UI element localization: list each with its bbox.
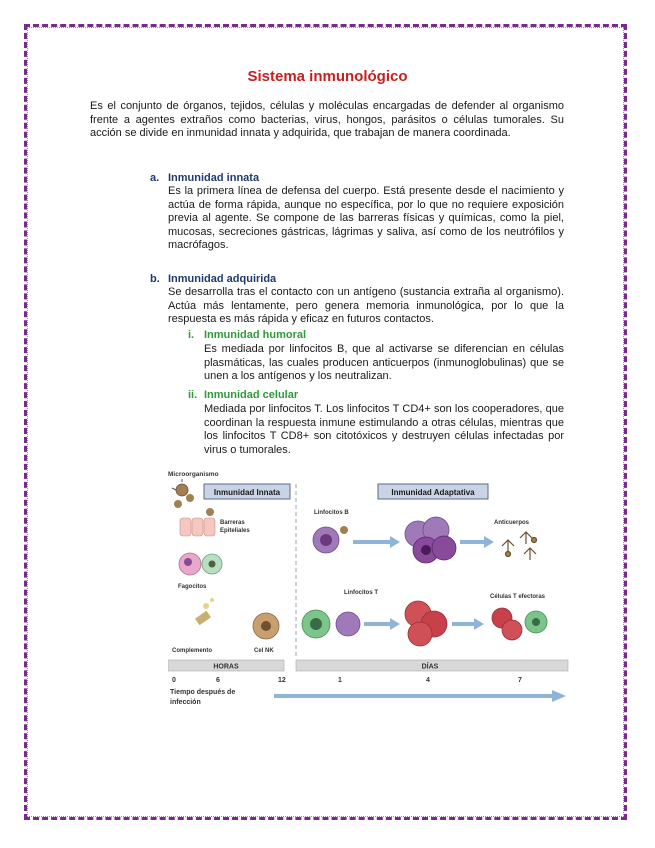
t-cell-icon	[302, 610, 360, 638]
tick-7: 7	[518, 677, 522, 684]
b-cells-label: Linfocitos B	[314, 510, 349, 516]
effector-arrow	[452, 618, 484, 630]
effector-t-cells-icon	[492, 608, 547, 640]
section-acquired-title	[150, 273, 276, 285]
hours-label: HORAS	[213, 663, 239, 671]
adaptive-header-label: Inmunidad Adaptativa	[391, 488, 475, 497]
section-innate-marker: a.	[150, 172, 160, 184]
time-label-2: infección	[170, 699, 201, 706]
microorganism-label: Microorganismo	[168, 471, 219, 478]
subsection-humoral-title	[188, 329, 306, 341]
section-innate-body: Es la primera línea de defensa del cuerpo. Está presente desde el nacimiento y actúa de forma rápida, aunque no específica, por lo que no requiere exposición previa al agente. Se compone de las barreras físicas y químicas, como la piel, mucosas, secreciones gástricas, lágrimas y saliva, así como de los neutrófilos y macrófagos.	[168, 185, 564, 252]
t-arrow	[364, 618, 400, 630]
subsection-cellular-title	[188, 389, 298, 401]
intro-paragraph: Es el conjunto de órganos, tejidos, células y moléculas encargadas de defender al organismo frente a agentes extraños como bacterias, virus, hongos, parásitos o células tumorales. Su acción se divide en inmunidad innata y adquirida, que trabajan de manera coordinada.	[90, 100, 564, 140]
nk-label: Cel NK	[254, 648, 274, 654]
activated-t-cells-icon	[405, 601, 447, 646]
section-acquired-marker: b.	[150, 273, 160, 285]
t-cells-label: Linfocitos T	[344, 590, 378, 596]
plasma-cells-icon	[405, 517, 456, 563]
section-innate-title	[150, 172, 259, 184]
days-label: DÍAS	[421, 663, 439, 671]
nk-cell-icon	[253, 613, 279, 639]
page-title: Sistema inmunológico	[247, 68, 408, 85]
phagocytes-label: Fagocitos	[178, 584, 207, 590]
immune-response-figure	[168, 466, 570, 718]
epithelial-barrier-icon	[180, 508, 215, 536]
section-acquired-heading: Inmunidad adquirida	[168, 273, 277, 285]
barriers-label-2: Epiteliales	[220, 528, 250, 534]
subsection-humoral-body: Es mediada por linfocitos B, que al activarse se diferencian en células plasmáticas, las cuales producen anticuerpos (inmunoglobulinas) que se unen a los antígenos y los neutralizan.	[204, 343, 564, 383]
microorganism-icon	[172, 479, 194, 508]
barriers-label-1: Barreras	[220, 520, 245, 526]
phagocyte-icon	[179, 553, 222, 575]
b-cell-icon	[313, 526, 348, 553]
antibody-arrow	[460, 536, 494, 548]
antibodies-label: Anticuerpos	[494, 520, 530, 526]
complement-label: Complemento	[172, 648, 213, 654]
antibodies-icon	[502, 532, 537, 560]
b-arrow	[353, 536, 400, 548]
subsection-cellular-heading: Inmunidad celular	[204, 389, 299, 401]
subsection-humoral-heading: Inmunidad humoral	[204, 329, 307, 341]
section-innate-heading: Inmunidad innata	[168, 172, 260, 184]
subsection-cellular-marker: ii.	[188, 389, 198, 401]
effector-t-label: Células T efectoras	[490, 594, 546, 600]
subsection-cellular-body: Mediada por linfocitos T. Los linfocitos T CD4+ son los cooperadores, que coordinan la respuesta inmune estimulando a otras células, mientras que los linfocitos T CD8+ son citotóxicos y destruyen células infectadas por virus o tumorales.	[204, 403, 564, 456]
tick-12: 12	[278, 677, 286, 684]
section-acquired-body: Se desarrolla tras el contacto con un antígeno (sustancia extraña al organismo). Actúa más lentamente, pero genera memoria inmunológica, por lo que la respuesta es más rápida y eficaz en futuros contactos.	[168, 286, 564, 326]
time-arrow	[274, 690, 566, 702]
tick-4: 4	[426, 677, 430, 684]
tick-0: 0	[172, 677, 176, 684]
time-label-1: Tiempo después de	[170, 689, 236, 696]
complement-icon	[195, 598, 214, 625]
tick-6: 6	[216, 677, 220, 684]
innate-header-label: Inmunidad Innata	[213, 488, 281, 497]
subsection-humoral-marker: i.	[188, 329, 195, 341]
tick-1: 1	[338, 677, 342, 684]
